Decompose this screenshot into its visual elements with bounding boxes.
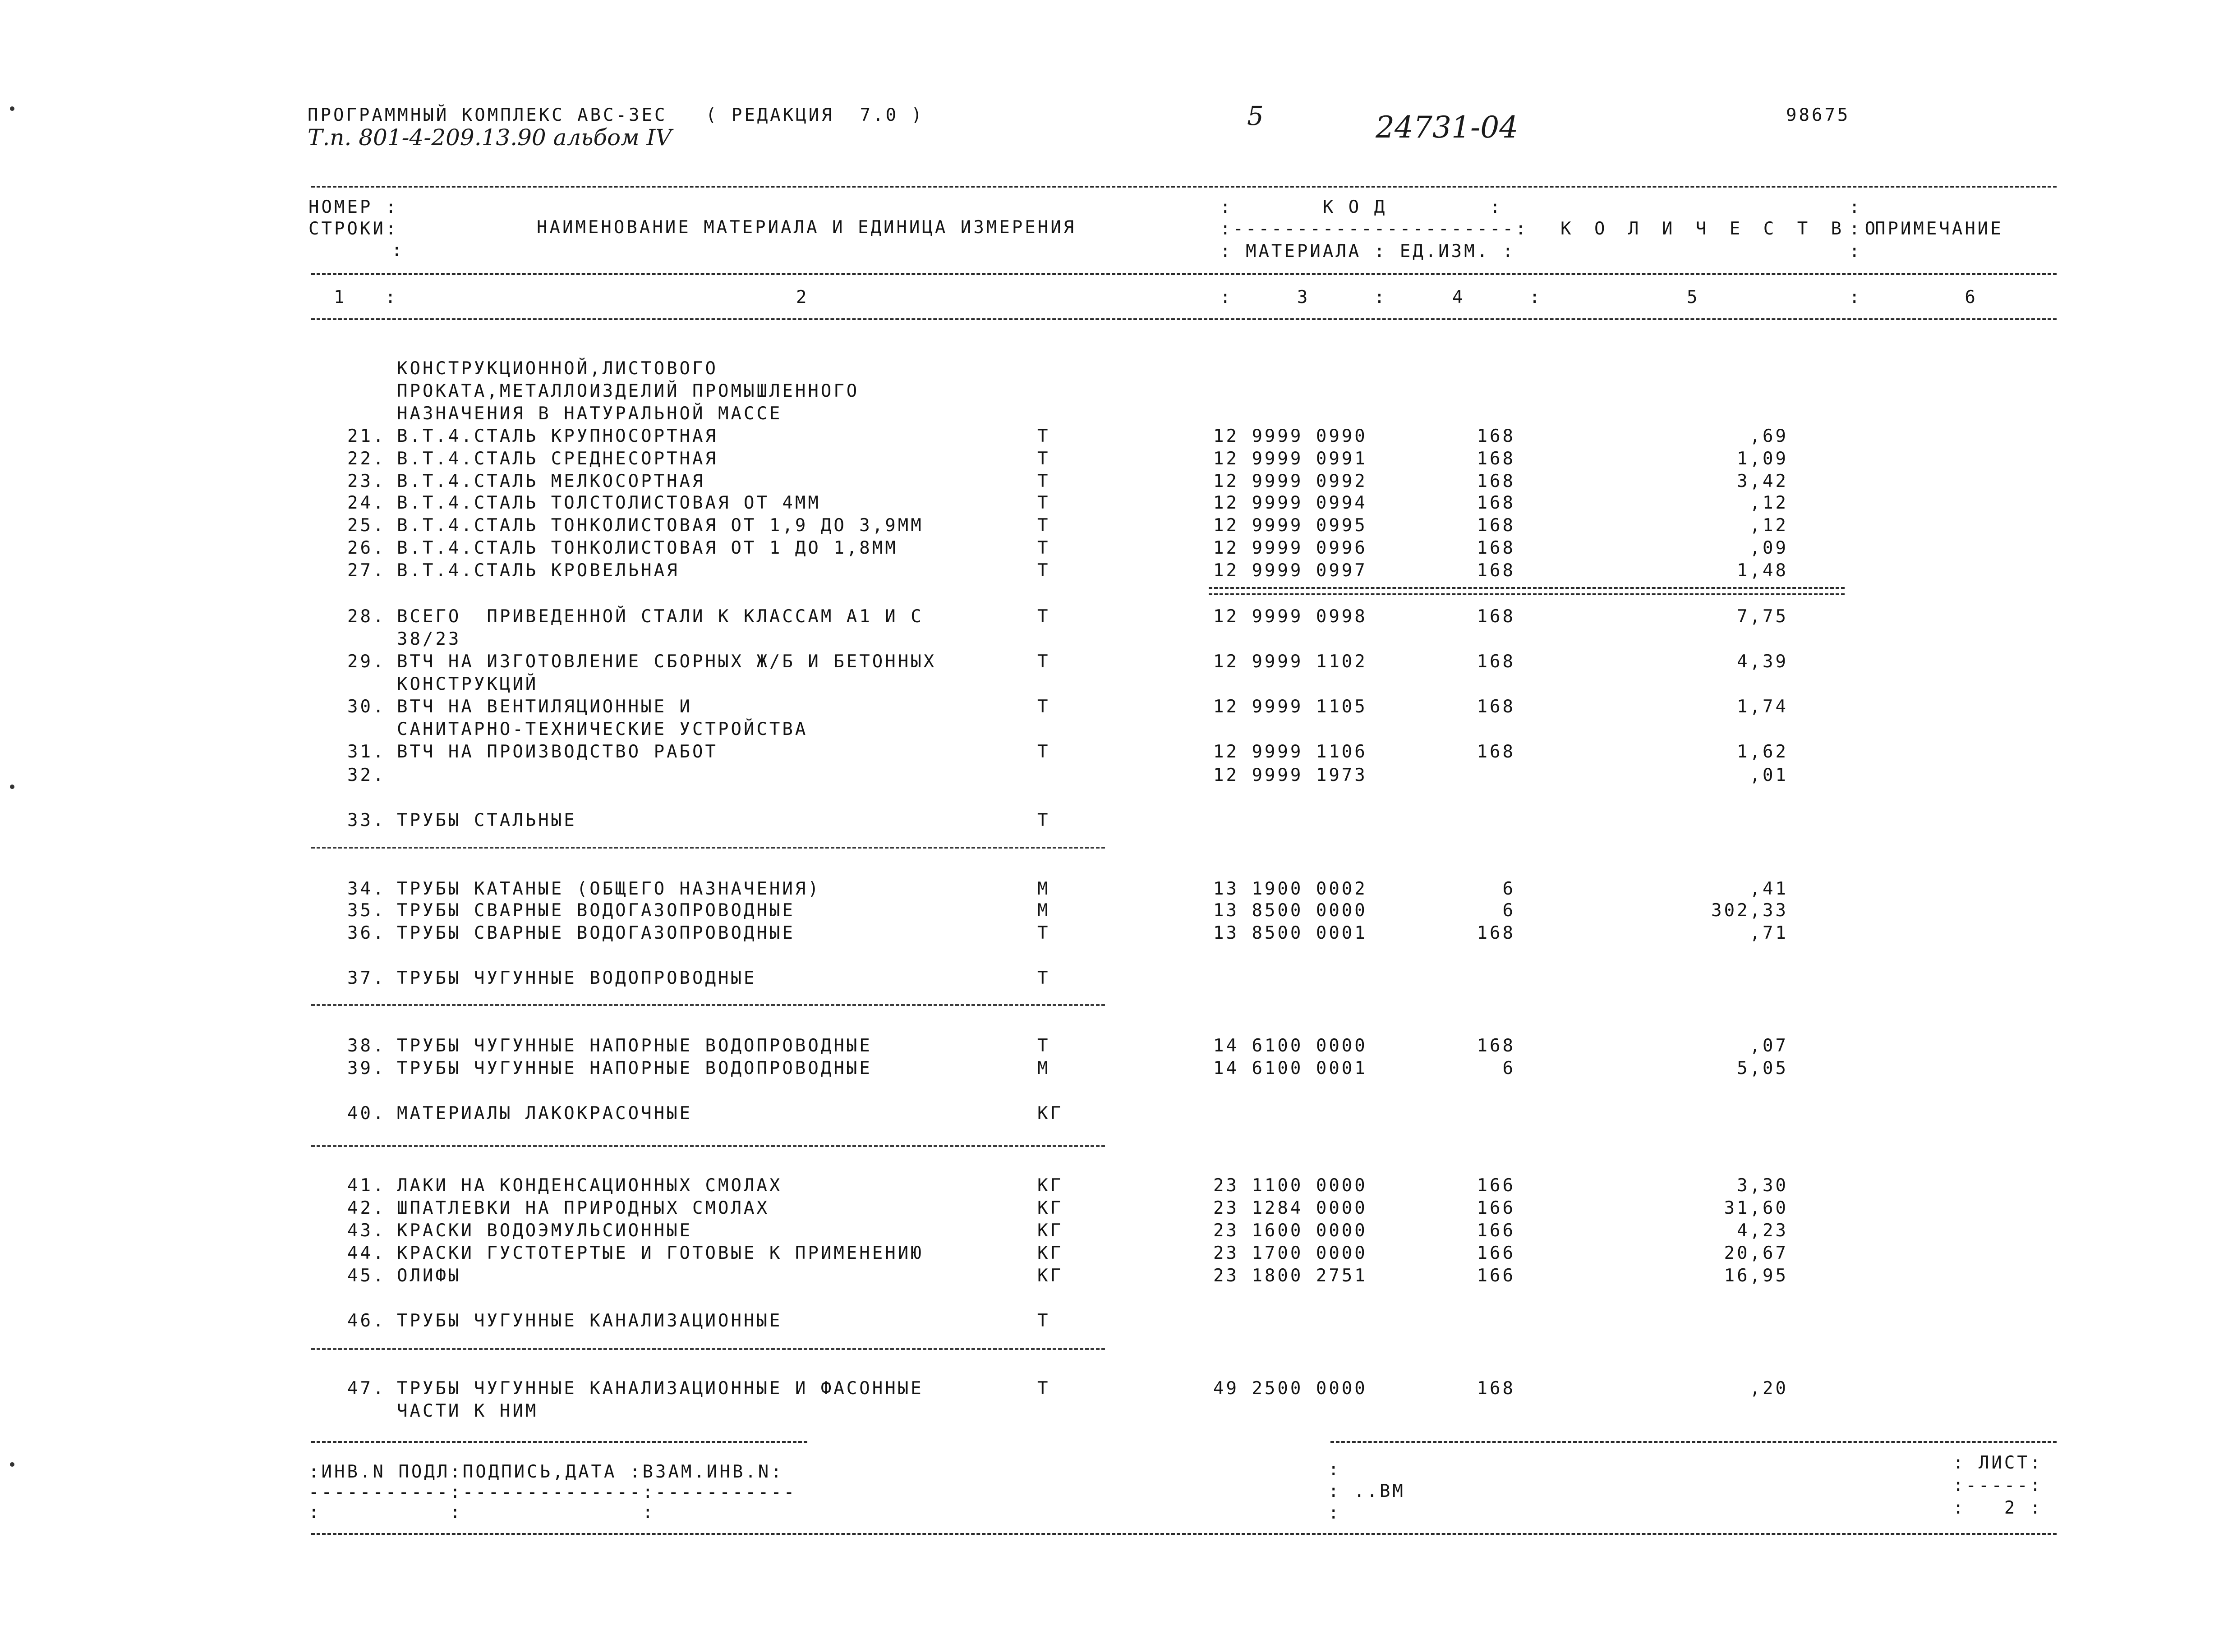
unit-of-measure: КГ — [1037, 1221, 1063, 1241]
material-name: САНИТАРНО-ТЕХНИЧЕСКИЕ УСТРОЙСТВА — [397, 719, 808, 739]
row-number: 34. — [347, 879, 386, 899]
header-note-colon-top: : — [1849, 197, 1862, 217]
unit-code: 166 — [1477, 1221, 1515, 1241]
material-name: ТРУБЫ ЧУГУННЫЕ КАНАЛИЗАЦИОННЫЕ И ФАСОННЫЕ — [397, 1378, 924, 1399]
unit-code: 168 — [1477, 697, 1515, 717]
row-number: 31. — [347, 742, 386, 762]
unit-code: 166 — [1477, 1198, 1515, 1218]
row-number: 36. — [347, 923, 386, 943]
quantity: ,41 — [1749, 879, 1788, 899]
material-name: В.Т.4.СТАЛЬ МЕЛКОСОРТНАЯ — [397, 471, 705, 491]
material-name: ЛАКИ НА КОНДЕНСАЦИОННЫХ СМОЛАХ — [397, 1175, 782, 1196]
unit-code: 168 — [1477, 426, 1515, 446]
row-number: 29. — [347, 652, 386, 672]
header-row-no-3: : — [391, 240, 405, 261]
unit-code: 168 — [1477, 923, 1515, 943]
section-separator — [311, 1004, 1105, 1006]
material-name: КРАСКИ ГУСТОТЕРТЫЕ И ГОТОВЫЕ К ПРИМЕНЕНИЮ — [397, 1243, 924, 1263]
col-number-1: 1 : — [334, 287, 398, 307]
material-name: ТРУБЫ СВАРНЫЕ ВОДОГАЗОПРОВОДНЫЕ — [397, 900, 795, 921]
material-code: 12 9999 0994 — [1213, 493, 1367, 513]
row-number: 42. — [347, 1198, 386, 1218]
sheet-number: : 2 : — [1953, 1498, 2043, 1518]
row-number: 33. — [347, 810, 386, 831]
header-mid-rule — [311, 273, 2057, 275]
material-name: ЧАСТИ К НИМ — [397, 1401, 539, 1421]
unit-of-measure: Т — [1037, 426, 1050, 446]
unit-of-measure: КГ — [1037, 1198, 1063, 1218]
col-number-5: 5 — [1687, 287, 1700, 307]
row-number: 46. — [347, 1311, 386, 1331]
unit-code: 168 — [1477, 493, 1515, 513]
unit-code: 6 — [1502, 1058, 1515, 1078]
material-code: 12 9999 0992 — [1213, 471, 1367, 491]
header-material-name: НАИМЕНОВАНИЕ МАТЕРИАЛА И ЕДИНИЦА ИЗМЕРЕНИЯ — [537, 217, 1077, 238]
section-separator — [311, 847, 1105, 849]
col-number-3: : 3 : — [1220, 287, 1387, 307]
quantity: ,71 — [1749, 923, 1788, 943]
material-code: 12 9999 0990 — [1213, 426, 1367, 446]
unit-of-measure: М — [1037, 900, 1050, 921]
material-code: 12 9999 1105 — [1213, 697, 1367, 717]
material-name: МАТЕРИАЛЫ ЛАКОКРАСОЧНЫЕ — [397, 1103, 693, 1124]
header-code-top: : К О Д : — [1220, 197, 1503, 217]
material-name: ТРУБЫ ЧУГУННЫЕ КАНАЛИЗАЦИОННЫЕ — [397, 1311, 782, 1331]
material-name: ВТЧ НА ИЗГОТОВЛЕНИЕ СБОРНЫХ Ж/Б И БЕТОННЫХ — [397, 652, 937, 672]
row-number: 24. — [347, 493, 386, 513]
unit-of-measure: КГ — [1037, 1266, 1063, 1286]
material-code: 23 1100 0000 — [1213, 1175, 1367, 1196]
unit-of-measure: Т — [1037, 538, 1050, 558]
quantity: 20,67 — [1724, 1243, 1788, 1263]
header-row-no-2: СТРОКИ: — [308, 219, 399, 239]
quantity: 4,23 — [1737, 1221, 1788, 1241]
unit-of-measure: М — [1037, 1058, 1050, 1078]
unit-code: 166 — [1477, 1266, 1515, 1286]
material-name: В.Т.4.СТАЛЬ КРОВЕЛЬНАЯ — [397, 560, 680, 581]
row-number: 27. — [347, 560, 386, 581]
material-code: 12 9999 0996 — [1213, 538, 1367, 558]
unit-of-measure: Т — [1037, 652, 1050, 672]
material-name: НАЗНАЧЕНИЯ В НАТУРАЛЬНОЙ МАССЕ — [397, 404, 782, 424]
section-separator — [311, 1348, 1105, 1350]
unit-of-measure: Т — [1037, 515, 1050, 536]
document-number: 98675 — [1786, 105, 1850, 125]
unit-code: 168 — [1477, 606, 1515, 627]
quantity: ,69 — [1749, 426, 1788, 446]
material-code: 14 6100 0001 — [1213, 1058, 1367, 1078]
material-name: ВТЧ НА ВЕНТИЛЯЦИОННЫЕ И — [397, 697, 693, 717]
row-number: 39. — [347, 1058, 386, 1078]
material-name: ТРУБЫ ЧУГУННЫЕ НАПОРНЫЕ ВОДОПРОВОДНЫЕ — [397, 1036, 872, 1056]
footer-middle-colon: : — [1328, 1459, 1341, 1480]
quantity: 4,39 — [1737, 652, 1788, 672]
row-number: 21. — [347, 426, 386, 446]
row-number: 26. — [347, 538, 386, 558]
code-handwritten: 24731-04 — [1376, 110, 1519, 145]
program-header: ПРОГРАММНЫЙ КОМПЛЕКС АВС-3ЕС ( РЕДАКЦИЯ 7.0 ) — [308, 105, 925, 125]
material-code: 23 1284 0000 — [1213, 1198, 1367, 1218]
material-code: 12 9999 1973 — [1213, 765, 1367, 785]
row-number: 32. — [347, 765, 386, 785]
footer-mark: : ..ВМ — [1328, 1481, 1405, 1501]
unit-of-measure: Т — [1037, 742, 1050, 762]
unit-of-measure: КГ — [1037, 1103, 1063, 1124]
material-name: В.Т.4.СТАЛЬ ТОНКОЛИСТОВАЯ ОТ 1 ДО 1,8ММ — [397, 538, 898, 558]
unit-of-measure: Т — [1037, 1378, 1050, 1399]
quantity: 5,05 — [1737, 1058, 1788, 1078]
sheet-divider: :-----: — [1953, 1475, 2043, 1496]
header-quantity: К О Л И Ч Е С Т В О — [1560, 219, 1882, 239]
row-number: 22. — [347, 449, 386, 469]
quantity: 7,75 — [1737, 606, 1788, 627]
material-name: ТРУБЫ ЧУГУННЫЕ НАПОРНЫЕ ВОДОПРОВОДНЫЕ — [397, 1058, 872, 1078]
row-number: 28. — [347, 606, 386, 627]
material-name: В.Т.4.СТАЛЬ СРЕДНЕСОРТНАЯ — [397, 449, 718, 469]
header-code-divider: :----------------------: — [1220, 219, 1528, 239]
quantity: ,12 — [1749, 515, 1788, 536]
footer-left-top-rule — [311, 1441, 807, 1443]
unit-code: 168 — [1477, 560, 1515, 581]
unit-of-measure: Т — [1037, 493, 1050, 513]
row-number: 43. — [347, 1221, 386, 1241]
quantity: ,20 — [1749, 1378, 1788, 1399]
row-number: 25. — [347, 515, 386, 536]
stamp-cells: : : : — [308, 1502, 655, 1523]
unit-of-measure: М — [1037, 879, 1050, 899]
material-code: 12 9999 0995 — [1213, 515, 1367, 536]
quantity: 3,30 — [1737, 1175, 1788, 1196]
material-code: 14 6100 0000 — [1213, 1036, 1367, 1056]
material-code: 12 9999 0998 — [1213, 606, 1367, 627]
material-code: 23 1700 0000 — [1213, 1243, 1367, 1263]
unit-code: 168 — [1477, 449, 1515, 469]
unit-code: 168 — [1477, 471, 1515, 491]
material-code: 12 9999 1106 — [1213, 742, 1367, 762]
quantity: 1,74 — [1737, 697, 1788, 717]
material-name: ШПАТЛЕВКИ НА ПРИРОДНЫХ СМОЛАХ — [397, 1198, 769, 1218]
material-name: 38/23 — [397, 629, 461, 649]
col-number-6: : 6 — [1849, 287, 1978, 307]
unit-code: 168 — [1477, 1378, 1515, 1399]
stamp-divider: -----------:--------------:----------- — [308, 1482, 797, 1502]
quantity: 3,42 — [1737, 471, 1788, 491]
unit-of-measure: Т — [1037, 471, 1050, 491]
handwritten-reference: Т.п. 801-4-209.13.90 альбом IV — [308, 124, 672, 151]
footer-bottom-rule — [311, 1533, 2057, 1535]
unit-code: 166 — [1477, 1175, 1515, 1196]
material-code: 12 9999 0991 — [1213, 449, 1367, 469]
material-name: ТРУБЫ ЧУГУННЫЕ ВОДОПРОВОДНЫЕ — [397, 968, 757, 988]
table-top-rule — [311, 186, 2057, 188]
quantity: 16,95 — [1724, 1266, 1788, 1286]
unit-of-measure: Т — [1037, 810, 1050, 831]
quantity: ,07 — [1749, 1036, 1788, 1056]
header-note: : ПРИМЕЧАНИЕ — [1849, 219, 2003, 239]
sheet-label: : ЛИСТ: — [1953, 1453, 2043, 1473]
unit-of-measure: Т — [1037, 1036, 1050, 1056]
footer-middle-colon-bottom: : — [1328, 1503, 1341, 1523]
section-separator — [311, 1145, 1105, 1147]
material-code: 12 9999 0997 — [1213, 560, 1367, 581]
unit-of-measure: Т — [1037, 1311, 1050, 1331]
col-number-2: 2 — [796, 287, 809, 307]
quantity: 1,48 — [1737, 560, 1788, 581]
row-number: 41. — [347, 1175, 386, 1196]
material-name: ПРОКАТА,МЕТАЛЛОИЗДЕЛИЙ ПРОМЫШЛЕННОГО — [397, 381, 860, 401]
material-name: В.Т.4.СТАЛЬ ТОЛСТОЛИСТОВАЯ ОТ 4ММ — [397, 493, 821, 513]
unit-code: 168 — [1477, 515, 1515, 536]
unit-of-measure: Т — [1037, 606, 1050, 627]
material-name: ОЛИФЫ — [397, 1266, 461, 1286]
material-code: 23 1600 0000 — [1213, 1221, 1367, 1241]
row-number: 37. — [347, 968, 386, 988]
scan-speck — [10, 106, 14, 111]
unit-code: 6 — [1502, 900, 1515, 921]
quantity: 1,09 — [1737, 449, 1788, 469]
unit-of-measure: Т — [1037, 923, 1050, 943]
footer-right-top-rule — [1330, 1441, 2057, 1443]
header-code-sub: : МАТЕРИАЛА : ЕД.ИЗМ. : — [1220, 241, 1516, 262]
quantity: ,01 — [1749, 765, 1788, 785]
unit-of-measure: КГ — [1037, 1175, 1063, 1196]
quantity: 31,60 — [1724, 1198, 1788, 1218]
unit-code: 168 — [1477, 538, 1515, 558]
total-double-rule — [1209, 587, 1845, 595]
material-name: КОНСТРУКЦИОННОЙ,ЛИСТОВОГО — [397, 358, 718, 379]
material-name: ВСЕГО ПРИВЕДЕННОЙ СТАЛИ К КЛАССАМ А1 И С — [397, 606, 924, 627]
row-number: 35. — [347, 900, 386, 921]
header-note-colon-bot: : — [1849, 241, 1862, 262]
unit-code: 6 — [1502, 879, 1515, 899]
unit-of-measure: КГ — [1037, 1243, 1063, 1263]
material-code: 13 8500 0000 — [1213, 900, 1367, 921]
header-row-no-1: НОМЕР : — [308, 197, 399, 217]
quantity: ,12 — [1749, 493, 1788, 513]
quantity: 1,62 — [1737, 742, 1788, 762]
unit-code: 168 — [1477, 742, 1515, 762]
quantity: ,09 — [1749, 538, 1788, 558]
row-number: 30. — [347, 697, 386, 717]
row-number: 47. — [347, 1378, 386, 1399]
page-number-handwritten: 5 — [1247, 101, 1264, 131]
material-name: ВТЧ НА ПРОИЗВОДСТВО РАБОТ — [397, 742, 718, 762]
scan-speck — [10, 1462, 14, 1467]
material-name: КРАСКИ ВОДОЭМУЛЬСИОННЫЕ — [397, 1221, 693, 1241]
stamp-labels: :ИНВ.N ПОДЛ:ПОДПИСЬ,ДАТА :ВЗАМ.ИНВ.N: — [308, 1462, 784, 1482]
unit-code: 168 — [1477, 652, 1515, 672]
unit-of-measure: Т — [1037, 560, 1050, 581]
material-name: ТРУБЫ СТАЛЬНЫЕ — [397, 810, 577, 831]
row-number: 23. — [347, 471, 386, 491]
material-name: КОНСТРУКЦИЙ — [397, 674, 539, 694]
unit-of-measure: Т — [1037, 449, 1050, 469]
unit-code: 168 — [1477, 1036, 1515, 1056]
unit-of-measure: Т — [1037, 697, 1050, 717]
quantity: 302,33 — [1711, 900, 1788, 921]
header-bottom-rule — [311, 318, 2057, 320]
material-code: 13 1900 0002 — [1213, 879, 1367, 899]
material-name: ТРУБЫ СВАРНЫЕ ВОДОГАЗОПРОВОДНЫЕ — [397, 923, 795, 943]
material-code: 23 1800 2751 — [1213, 1266, 1367, 1286]
row-number: 38. — [347, 1036, 386, 1056]
row-number: 44. — [347, 1243, 386, 1263]
material-code: 12 9999 1102 — [1213, 652, 1367, 672]
material-name: ТРУБЫ КАТАНЫЕ (ОБЩЕГО НАЗНАЧЕНИЯ) — [397, 879, 821, 899]
row-number: 40. — [347, 1103, 386, 1124]
material-name: В.Т.4.СТАЛЬ ТОНКОЛИСТОВАЯ ОТ 1,9 ДО 3,9ММ — [397, 515, 924, 536]
row-number: 45. — [347, 1266, 386, 1286]
unit-of-measure: Т — [1037, 968, 1050, 988]
material-code: 49 2500 0000 — [1213, 1378, 1367, 1399]
scan-speck — [10, 785, 14, 789]
col-number-4: 4 : — [1452, 287, 1542, 307]
unit-code: 166 — [1477, 1243, 1515, 1263]
material-name: В.Т.4.СТАЛЬ КРУПНОСОРТНАЯ — [397, 426, 718, 446]
material-code: 13 8500 0001 — [1213, 923, 1367, 943]
